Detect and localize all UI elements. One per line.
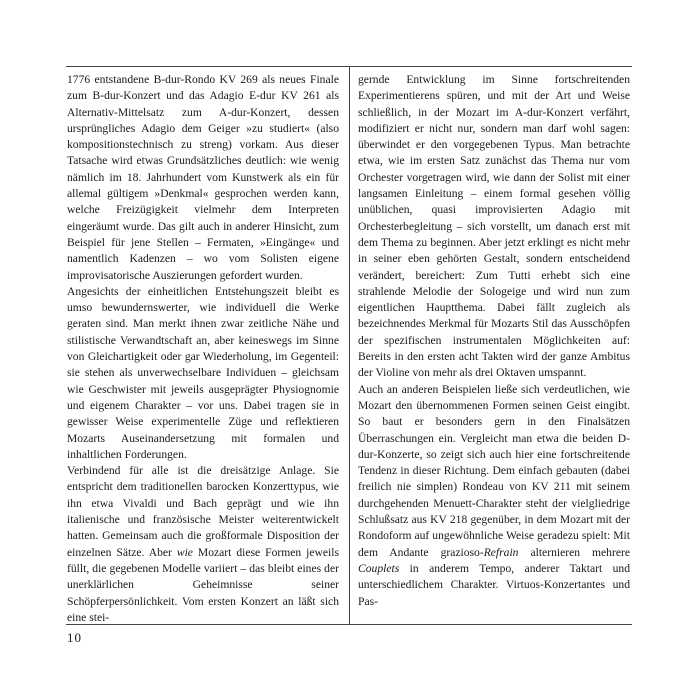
bottom-rule (66, 624, 632, 625)
left-column (67, 72, 339, 626)
paragraph-3 (67, 463, 339, 626)
paragraph-5-text-b: alternieren mehrere (518, 545, 630, 559)
paragraph-1: 1776 entstandene B-dur-Rondo KV 269 als neues Finale zum B-dur-Konzert und das Adagio E-dur KV 261 als Alternativ-Mittelsatz zum A-dur-Konzert, dessen ursprüngliches Adagio dem Geiger »zu studiert« (also kompositionstechnisch zu streng) vorkam. Aus dieser Tatsache wird etwas Grundsätzliches deutlich: wie wenig nämlich im 18. Jahrhundert vom Kunstwerk als ein für allemal gültigem »Denkmal« gesprochen werden kann, welche Freizügigkeit vielmehr dem Interpreten eingeräumt wurde. Das gilt auch in anderer Hinsicht, zum Beispiel für jene Stellen – Fermaten, »Eingänge« und namentlich Kadenzen – wo vom Solisten eigene improvisatorische Auszierungen gefordert wurden. (67, 73, 339, 282)
column-divider (349, 66, 350, 624)
emphasis-wie: wie (176, 545, 193, 559)
emphasis-refrain: Refrain (483, 545, 519, 559)
paragraph-5 (358, 382, 630, 610)
paragraph-4: gernde Entwicklung im Sinne fortschreitenden Experimentierens spüren, und mit der Art und Weise schließlich, in der Mozart im A-dur-Konzert verfährt, modifiziert er nicht nur, sondern man darf wohl sagen: überwindet er den vorgegebenen Typus. Man betrachte etwa, wie im ersten Satz zunächst das Thema nur vom Orchester vorgetragen wird, wie dann der Solist mit einer langsamen Einleitung – einem formal gesehen völlig unüblichen, quasi improvisierten Adagio mit Orchesterbegleitung – sich vorstellt, um danach erst mit dem Thema zu beginnen. Aber jetzt erklingt es nicht mehr in seiner eben gehörten Gestalt, sondern entscheidend verändert, bereichert: Zum Tutti erhebt sich eine strahlende Melodie der Sologeige und wird nun zum eigentlichen Hauptthema. Dabei fällt zugleich als bezeichnendes Merkmal für Mozarts Stil das Ausschöpfen der spezifischen instrumentalen Möglichkeiten auf: Bereits in den ersten acht Takten wird der ganze Ambitus der Violine von mehr als drei Oktaven umspannt. (358, 73, 630, 380)
right-column (358, 72, 630, 610)
paragraph-5-text-c: in anderem Tempo, anderer Taktart und unterschiedlichem Charakter. Virtuos-Konzertantes und Pas- (358, 561, 630, 608)
paragraph-3-text-a: Verbindend für alle ist die dreisätzige Anlage. Sie entspricht dem traditionellen barocken Konzerttypus, wie ihn etwa Vivaldi und Bach geprägt und wie ihn italienische und französische Meister weiterentwickelt hatten. Gemeinsam auch die großformale Disposition der einzelnen Sätze. Aber (67, 464, 339, 559)
paragraph-5-text-a: Auch an anderen Beispielen ließe sich verdeutlichen, wie Mozart den übernommenen Formen seinen Geist eingibt. So baut er besonders gern in den Finalsätzen Überraschungen ein. Vergleicht man etwa die beiden D-dur-Konzerte, so zeigt sich auch hier eine fortschreitende Tendenz in dieser Richtung. Dem einfach gebauten (dabei freilich nie simplen) Rondeau von KV 211 mit seinem durchgehenden Menuett-Charakter steht der vielgliedrige Schlußsatz aus KV 218 gegenüber, in dem Mozart mit der Rondoform auf ungewöhnliche Weise geradezu spielt: Mit dem Andante grazioso- (358, 382, 630, 559)
paragraph-3-text-b: Mozart diese Formen jeweils füllt, die gegebenen Modelle variiert – das bleibt eines der unerklärlichen Geheimnisse seiner Schöpferpersönlichkeit. Vom ersten Konzert an läßt sich eine stei- (67, 545, 339, 624)
page-number: 10 (67, 630, 82, 645)
emphasis-couplets: Couplets (358, 561, 400, 575)
paragraph-2: Angesichts der einheitlichen Entstehungszeit bleibt es umso bewundernswerter, wie individuell die Werke geraten sind. Man merkt ihnen zwar zeitliche Nähe und stilistische Verwandtschaft an, aber keineswegs im Sinne von Gleichartigkeit oder gar Wiederholung, im Gegenteil: sie stehen als unverwechselbare Individuen – gleichsam wie Geschwister mit jeweils ausgeprägter Physiognomie und eigenem Charakter – vor uns. Dabei tragen sie in gewisser Weise experimentelle Züge und reflektieren Mozarts Auseinandersetzung mit formalen und inhaltlichen Forderungen. (67, 284, 339, 461)
